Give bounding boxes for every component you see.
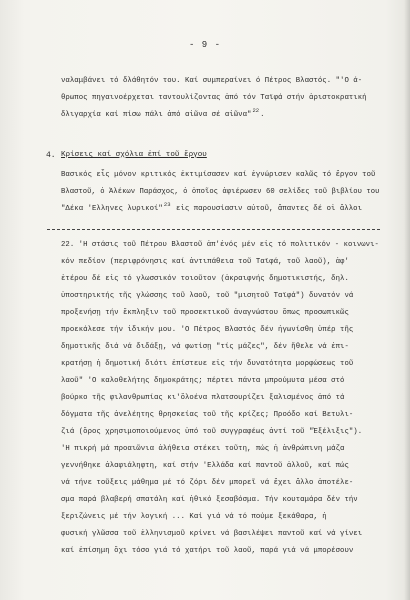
footnote-line-6: προεκάλεσε τήν ἰδικήν μου. 'Ο Πέτρος Βλαστός δέν ἠγωνίσθη ὑπέρ τῆς [61, 326, 354, 334]
footnote-ref-23[interactable]: 23 [163, 201, 171, 208]
section-line-3 [61, 201, 363, 214]
footnote-line-11: δόγματα τῆς ἀνελέητης θρησκείας τοῦ τῆς κρίζες; Προόδο καί Βετυλι- [61, 411, 354, 419]
intro-line-3-text: δλιγαρχία καί πίσω πάλι ἀπό αἰῶνα σέ αἰῶνα" [61, 111, 252, 119]
footnote-line-12: ζιά (ὅρος χρησιμοποιούμενος ὑπό τοῦ συγγραφέως ἀντί τοῦ "Ἐξέλιξις"). [61, 428, 363, 436]
footnote-line-3: ἑτέρου δέ εἰς τό γλωσσικόν τοιοῦτον (ἀκραιφνής δημοτικιστής, δηλ. [61, 275, 349, 283]
footnote-line-8: κρατήσῃ ἡ δημοτική διότι ἐπίστευε εἰς τήν δυνατότητα μορφώσεως τοῦ [61, 360, 354, 368]
footnote-line-9: λαοῦ" 'Ο καλοθελήτης δημοκράτης; πέρτει πάντα μπρούμυτα μέσα στό [61, 377, 345, 385]
section-number: 4. [46, 151, 56, 160]
footnote-line-2: κόν πεδίον (περιφρόνησις καί ἀντιπάθεια τοῦ Ταϊφά, τοῦ λαοῦ), ἀφ' [61, 258, 349, 266]
section-line-3-start: "Δέκα 'Ελληνες λυρικοί" [61, 205, 163, 213]
intro-line-3: δλιγαρχία καί πίσω πάλι ἀπό αἰῶνα σέ αἰῶνα"$^{22}$. [61, 107, 265, 119]
footnote-line-19: καί ἐπίσημη ὄχι τόσο γιά τό χατήρι τοῦ λαοῦ, παρά γιά νά μπορέσουν [61, 547, 354, 555]
footnote-line-16: σμα παρά βλαβερή σπατάλη καί ἠθικό ξεσαβόσμα. Τήν κουταμάρα δέν τήν [61, 496, 358, 504]
footnote-line-18: φυσική γλῶσσα τοῦ ἑλληνισμοῦ κρίνει νά βασιλέψει παντοῦ καί νά γίνει [61, 530, 363, 538]
page-number: - 9 - [188, 40, 221, 50]
footnote-ref-22[interactable]: 22 [252, 107, 260, 114]
section-line-3-end: εἰς παρουσίασιν αὐτοῦ, ἅπαντες δέ οἱ ἄλλοι [176, 205, 363, 213]
section-line-2: Βλαστοῦ, ὁ Ἀλέκων Παράσχος, ὁ ὁποῖος ἀφιέρωσεν 60 σελίδες τοῦ βιβλίου του [61, 188, 380, 196]
footnote-line-17: ξεριζώνεις μέ τήν λογική ... Καί γιά νά τό πούμε ξεκάθαρα, ἡ [61, 513, 327, 521]
intro-line-1: ναλαμβάνει τό δλάθητόν του. Καί συμπεραίνει ό Πέτρος Βλαστός. "'Ο ά- [61, 77, 363, 85]
footnote-line-15: νά τήνε τοῦξεις μάθημα μέ τό ζόρι δέν μπορεῖ νά ἔχει ἄλλο ἀποτέλε- [61, 479, 354, 487]
footnote-line-10: βούρκο τῆς φιλανθρωπίας κι'ὅλοένα πλατσουρίζει ξαλισμένος ἀπό τά [61, 394, 345, 402]
footnote-separator [47, 229, 380, 230]
footnote-line-14: γεννήθηκε ἀλαφιάληφτη, καί στήν 'Ελλάδα καί παντοῦ ἀλλοῦ, καί πώς [61, 462, 349, 470]
footnote-line-4: ὑποστηρικτής τῆς γλώσσης τοῦ λαοῦ, τοῦ "μισητοῦ Ταϊφά") δυνατόν νά [61, 292, 354, 300]
footnote-line-5: προξενήσῃ τήν ἔκπληξιν τοῦ προσεκτικοῦ ἀναγνώστου ὅπως προσωπικῶς [61, 309, 349, 317]
footnote-line-13: 'Η πικρή μά προαιῶνια ἀλήθεια στέκει τοῦτη, πώς ἡ ἀνθρώπινη μάζα [61, 445, 345, 453]
section-heading: Κρίσεις καί σχόλια ἐπί τοῦ ἔργου [61, 151, 207, 159]
intro-line-2: θρωπος πηγαινοέρχεται ταντουλίζοντας ἀπό τόν Ταϊφά στήν ἀριστοκρατική [61, 94, 367, 102]
section-line-1: Βασικός εἶς μόνον κριτικός ἐκτιμίσασεν καί ἐγνώρισεν καλῶς τό ἔργον τοῦ [61, 171, 376, 179]
footnote-line-7: δημοτικῆς διά νά διδάξῃ, νά φωτίσῃ "τίς μάζες", δέν ἤθελε νά ἐπι- [61, 343, 349, 351]
page-edge-shadow [404, 0, 410, 600]
footnote-line-1: 22. 'Η στάσις τοῦ Πέτρου Βλαστοῦ ἀπ'ἐνός μέν εἰς τό πολιτικόν - κοινωνι- [61, 241, 379, 249]
